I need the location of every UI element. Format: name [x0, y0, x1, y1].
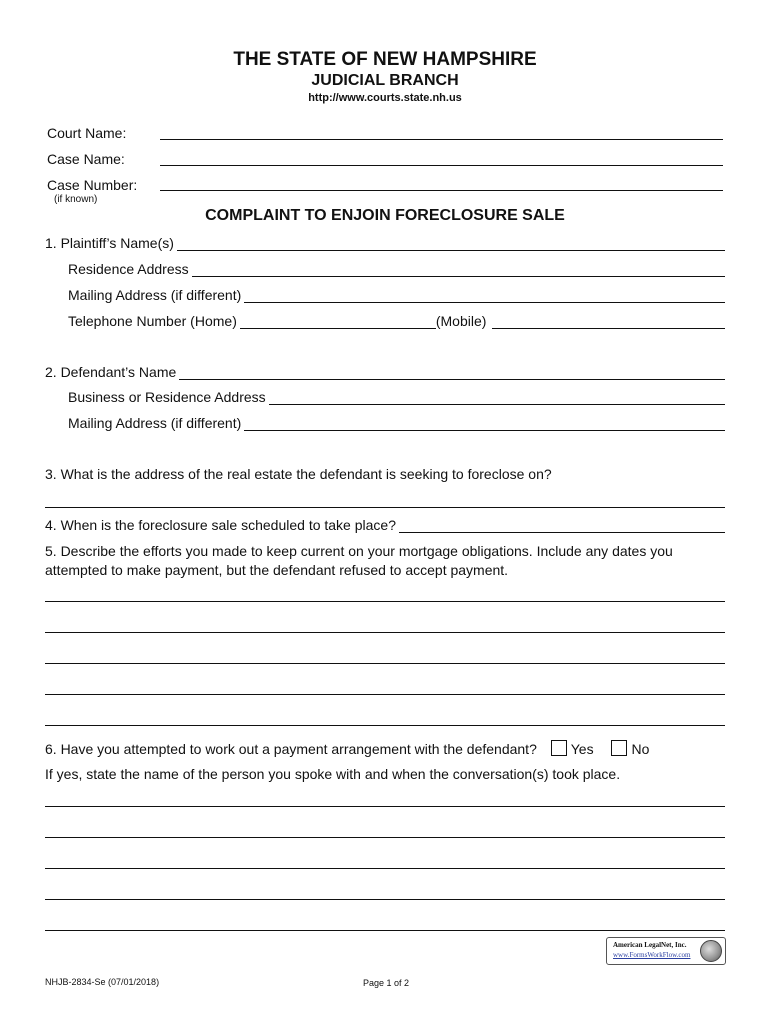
- logo-link[interactable]: www.FormsWorkFlow.com: [613, 951, 691, 959]
- defendant-name-row: [45, 364, 725, 380]
- question-6-followup: If yes, state the name of the person you spoke with and when the conversation(s) took place.: [45, 766, 621, 782]
- defendant-name-field[interactable]: [179, 365, 725, 380]
- if-known-note: (if known): [54, 194, 98, 205]
- phone-home-field[interactable]: [240, 314, 436, 329]
- case-number-field[interactable]: [160, 190, 723, 191]
- court-url[interactable]: http://www.courts.state.nh.us: [308, 92, 462, 104]
- page-number: Page 1 of 2: [363, 978, 410, 988]
- conversation-answer-line[interactable]: [45, 837, 725, 838]
- defendant-mailing-row: [68, 415, 725, 431]
- efforts-answer-line[interactable]: [45, 694, 725, 695]
- question-5: [45, 542, 725, 580]
- case-name-field[interactable]: [160, 165, 723, 166]
- conversation-answer-line[interactable]: [45, 930, 725, 931]
- plaintiff-mailing-label: Mailing Address (if different): [68, 287, 242, 303]
- branch-heading: JUDICIAL BRANCH: [311, 72, 459, 89]
- question-6-row: [45, 740, 649, 757]
- phone-home-label: Telephone Number (Home): [68, 313, 237, 329]
- plaintiff-name-label: 1. Plaintiff’s Name(s): [45, 235, 174, 251]
- question-5-line-2: attempted to make payment, but the defendant refused to accept payment.: [45, 562, 509, 578]
- court-name-field[interactable]: [160, 139, 723, 140]
- plaintiff-phone-row: [68, 313, 725, 329]
- defendant-address-label: Business or Residence Address: [68, 389, 266, 405]
- phone-mobile-field[interactable]: [492, 314, 725, 329]
- plaintiff-name-row: [45, 235, 725, 251]
- conversation-answer-line[interactable]: [45, 899, 725, 900]
- question-4: 4. When is the foreclosure sale scheduled to take place?: [45, 517, 396, 533]
- plaintiff-name-field[interactable]: [177, 236, 725, 251]
- form-title: COMPLAINT TO ENJOIN FORECLOSURE SALE: [205, 207, 565, 224]
- globe-icon: [700, 940, 722, 962]
- conversation-answer-line[interactable]: [45, 868, 725, 869]
- conversation-answer-line[interactable]: [45, 806, 725, 807]
- no-label: No: [631, 741, 650, 757]
- plaintiff-mailing-row: [68, 287, 725, 303]
- plaintiff-residence-label: Residence Address: [68, 261, 189, 277]
- real-estate-address-field[interactable]: [45, 507, 725, 508]
- plaintiff-mailing-field[interactable]: [244, 288, 725, 303]
- efforts-answer-line[interactable]: [45, 632, 725, 633]
- defendant-mailing-field[interactable]: [244, 416, 725, 431]
- defendant-address-row: [68, 389, 725, 405]
- yes-label: Yes: [570, 741, 594, 757]
- case-number-label: Case Number:: [47, 177, 138, 193]
- logo-name: American LegalNet, Inc.: [613, 941, 687, 949]
- phone-mobile-label: (Mobile): [435, 313, 487, 329]
- legalnet-logo: [606, 937, 726, 965]
- no-checkbox[interactable]: [611, 740, 627, 756]
- yes-checkbox[interactable]: [551, 740, 567, 756]
- sale-date-field[interactable]: [399, 518, 725, 533]
- state-heading: THE STATE OF NEW HAMPSHIRE: [233, 49, 537, 70]
- case-name-label: Case Name:: [47, 151, 125, 167]
- efforts-answer-line[interactable]: [45, 601, 725, 602]
- defendant-mailing-label: Mailing Address (if different): [68, 415, 242, 431]
- plaintiff-residence-field[interactable]: [192, 262, 725, 277]
- question-6: 6. Have you attempted to work out a payment arrangement with the defendant?: [45, 741, 537, 757]
- efforts-answer-line[interactable]: [45, 725, 725, 726]
- defendant-address-field[interactable]: [269, 390, 725, 405]
- plaintiff-residence-row: [68, 261, 725, 277]
- efforts-answer-line[interactable]: [45, 663, 725, 664]
- question-3: 3. What is the address of the real estate the defendant is seeking to foreclose on?: [45, 466, 552, 482]
- court-name-label: Court Name:: [47, 125, 127, 141]
- sale-date-row: [45, 517, 725, 533]
- question-5-line-1: 5. Describe the efforts you made to keep current on your mortgage obligations. Include any dates you: [45, 543, 673, 559]
- defendant-name-label: 2. Defendant’s Name: [45, 364, 177, 380]
- form-id: NHJB-2834-Se (07/01/2018): [45, 977, 160, 987]
